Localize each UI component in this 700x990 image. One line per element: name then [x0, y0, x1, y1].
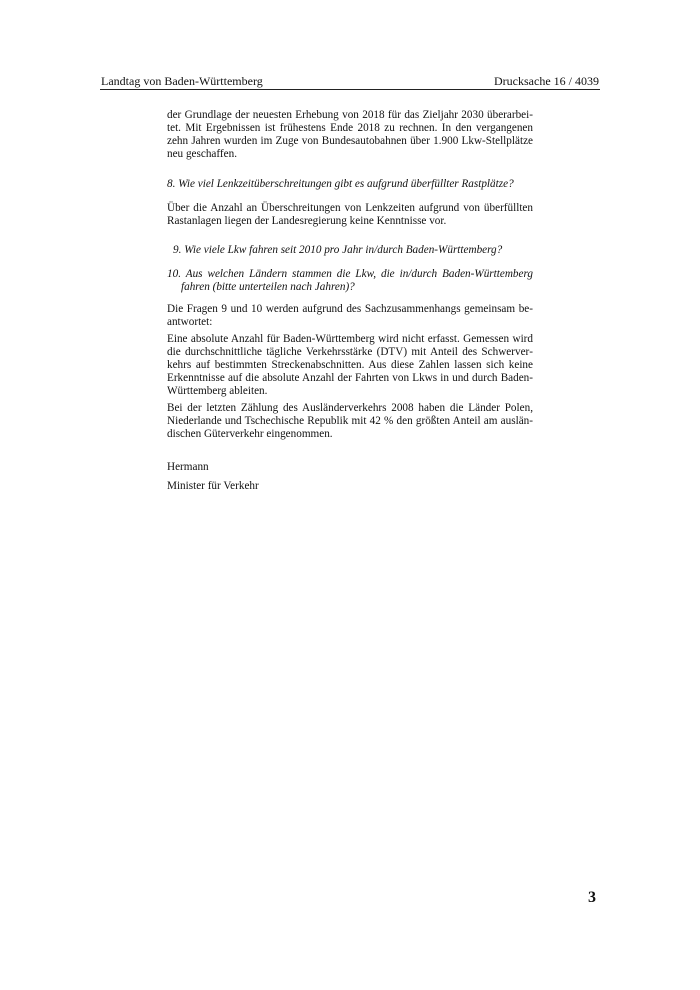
answer-9-10-paragraph-2: Bei der letzten Zählung des Ausländerverkehrs 2008 haben die Länder Polen, Niederlande und Tschechische Republik mit 42 % den größten Anteil am ausländischen Güterverkehr eingenommen. [167, 402, 533, 440]
header-left-title: Landtag von Baden-Württemberg [101, 74, 263, 88]
answer-8: Über die Anzahl an Überschreitungen von Lenkzeiten aufgrund von überfüllten Rastanlagen liegen der Landesregierung keine Kenntnisse vor. [167, 202, 533, 227]
header-document-number: Drucksache 16 / 4039 [494, 74, 599, 88]
question-9: 9. Wie viele Lkw fahren seit 2010 pro Jahr in/durch Baden-Württemberg? [173, 244, 503, 256]
answer-9-10-paragraph-1: Eine absolute Anzahl für Baden-Württemberg wird nicht erfasst. Gemessen wird die durchschnittliche tägliche Verkehrsstärke (DTV) mit Anteil des Schwerverkehrs auf bestimmten Streckenabschnitten. Aus diese Zahlen lassen sich keine Erkenntnisse auf die absolute Anzahl der Fahrten von Lkws in und durch Baden-Württemberg ableiten. [167, 333, 533, 397]
signature-title: Minister für Verkehr [167, 480, 259, 492]
page-number: 3 [588, 889, 596, 906]
intro-paragraph: der Grundlage der neuesten Erhebung von 2018 für das Zieljahr 2030 überarbeitet. Mit Ergebnissen ist frühestens Ende 2018 zu rechnen. In den vergangenen zehn Jahren wurden im Zuge von Bundesautobahnen über 1.900 Lkw-Stellplätze neu geschaffen. [167, 109, 533, 160]
question-10: 10. Aus welchen Ländern stammen die Lkw, die in/durch Baden-Württemberg fahren (bitte unterteilen nach Jahren)? [167, 268, 533, 293]
question-8: 8. Wie viel Lenkzeitüberschreitungen gibt es aufgrund überfüllter Rastplätze? [167, 178, 514, 190]
running-header [101, 74, 599, 89]
document-body [167, 109, 533, 493]
header-divider [100, 89, 600, 90]
signature-name: Hermann [167, 461, 209, 473]
answer-9-10-intro: Die Fragen 9 und 10 werden aufgrund des Sachzusammenhangs gemeinsam beantwortet: [167, 303, 533, 328]
